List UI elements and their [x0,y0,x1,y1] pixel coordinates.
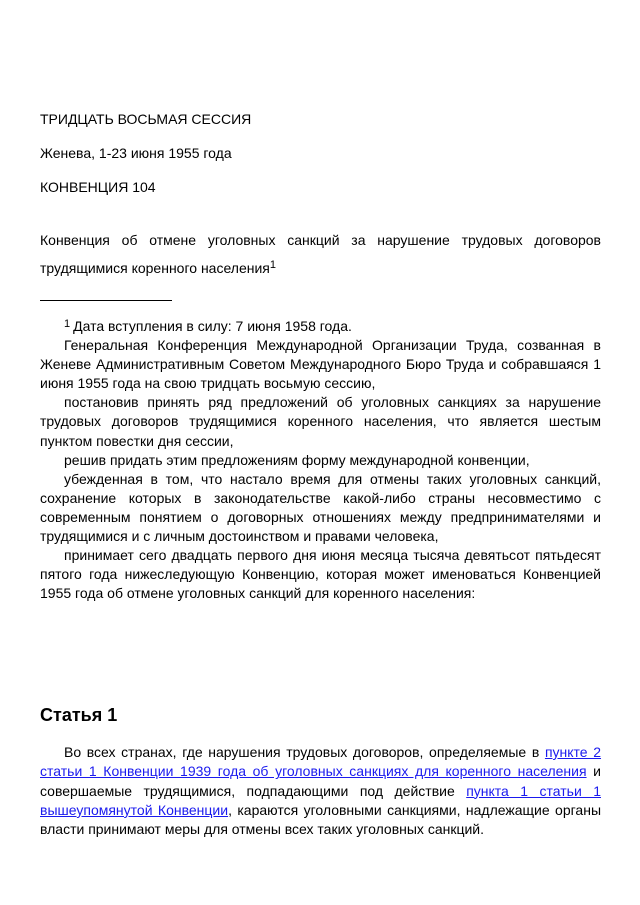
preamble-paragraph: убежденная в том, что настало время для отмены таких уголовных санкций, сохранение которых в законодательстве какой-либо страны несовместимо с современным понятием о договорных отношениях между предпринимателями и трудящимися и с личным достоинством и правами человека, [40,470,601,545]
convention-title-text: Конвенция об отмене уголовных санкций за нарушение трудовых договоров трудящимися коренного населения [40,232,601,276]
article-1-text-part: и совершаемые трудящимися, подпадающими под действие [40,763,601,799]
footnote-separator [40,300,172,301]
convention-number: КОНВЕНЦИЯ 104 [40,179,156,195]
convention-article-link[interactable]: пункта 1 статьи 1 вышеупомянутой Конвенции [40,782,601,818]
article-1-title: Статья 1 [40,705,118,725]
document-body [40,315,601,603]
convention-title [40,228,601,281]
footnote-text: Дата вступления в силу: 7 июня 1958 года. [73,318,352,334]
preamble-paragraph: постановив принять ряд предложений об уголовных санкциях за нарушение трудовых договоров трудящимися коренного населения, что является шестым пунктом повестки дня сессии, [40,394,601,449]
preamble-paragraph: решив придать этим предложениям форму международной конвенции, [64,451,530,468]
article-1-text-part: Во всех странах, где нарушения трудовых договоров, определяемые в [64,744,545,760]
article-1-body [40,743,601,839]
footnote [40,315,601,336]
session-heading: ТРИДЦАТЬ ВОСЬМАЯ СЕССИЯ [40,111,252,127]
preamble-paragraph: принимает сего двадцать первого дня июня месяца тысяча девятьсот пятьдесят пятого года нижеследующую Конвенцию, которая может именоваться Конвенцией 1955 года об отмене уголовных санкций для коренного населения: [40,547,601,602]
convention-1939-link[interactable]: пункте 2 статьи 1 Конвенции 1939 года об уголовных санкциях для коренного населения [40,744,602,780]
footnote-reference[interactable]: 1 [269,259,276,271]
preamble-paragraph: Генеральная Конференция Международной Организации Труда, созванная в Женеве Административным Советом Международного Бюро Труда и собравшаяся 1 июня 1955 года на свою тридцать восьмую сессию, [40,337,601,392]
place-date: Женева, 1-23 июня 1955 года [40,145,232,161]
article-1-text-part: , караются уголовными санкциями, надлежащие органы власти принимают меры для отмены всех таких уголовных санкций. [40,801,602,838]
footnote-number: 1 [64,318,71,330]
